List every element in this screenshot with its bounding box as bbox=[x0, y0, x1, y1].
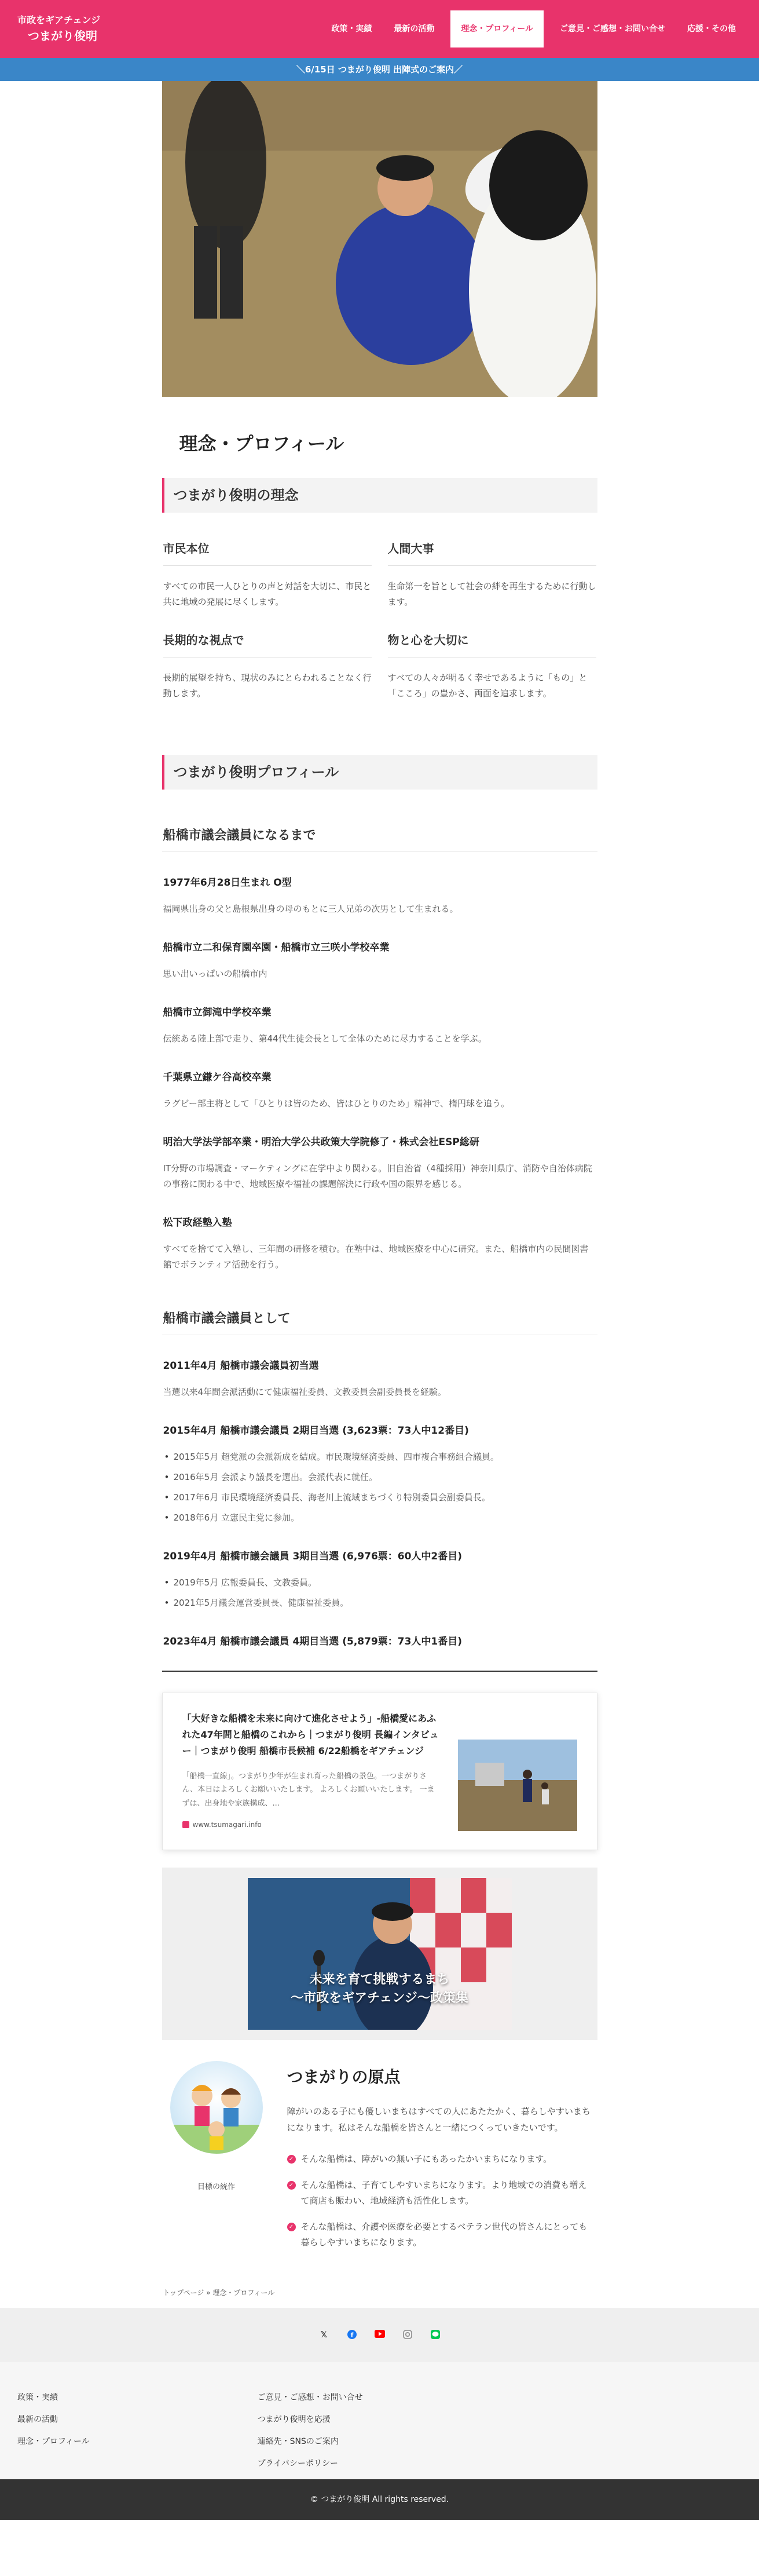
philosophy-heading: つまがり俊明の理念 bbox=[162, 478, 597, 513]
children-illustration bbox=[170, 2061, 263, 2154]
ideal-text: すべての人々が明るく幸せであるように「もの」と「こころ」の豊かさ、両面を追求します。 bbox=[387, 673, 588, 699]
embed-text bbox=[182, 1711, 441, 1831]
term-list-item: • 2016年5月 会派より議長を選出。会派代表に就任。 bbox=[163, 1470, 596, 1485]
global-nav bbox=[325, 10, 742, 47]
breadcrumb bbox=[162, 2288, 597, 2297]
entry-text: すべてを捨てて入塾し、三年間の研修を積む。在塾中は、地域医療を中心に研究。また、船橋市内の民間図書館でボランティア活動を行う。 bbox=[163, 1244, 589, 1270]
term-list-item: • 2019年5月 広報委員長、文教委員。 bbox=[163, 1575, 596, 1591]
profile-entry bbox=[162, 939, 597, 982]
term-list bbox=[163, 1449, 596, 1526]
check-icon: ✓ bbox=[287, 2155, 296, 2164]
ideal-item bbox=[163, 539, 372, 610]
term-list-item: • 2021年5月議会運営委員長、健康福祉委員。 bbox=[163, 1595, 596, 1611]
footer-link[interactable]: つまがり俊明を応援 bbox=[257, 2414, 331, 2424]
ideal-title: 人間大事 bbox=[388, 539, 596, 566]
origin-item-text: そんな船橋は、子育てしやすいまちになります。より地域での消費も増えて商店も賑わい、地域経済も活性化します。 bbox=[300, 2179, 587, 2206]
line-icon[interactable] bbox=[430, 2330, 441, 2340]
ideal-item bbox=[388, 631, 596, 701]
origin-item-text: そんな船橋は、障がいの無い子にもあったかいまちになります。 bbox=[300, 2153, 552, 2164]
site-header bbox=[0, 0, 759, 58]
origin-right bbox=[287, 2061, 597, 2261]
ideal-text: すべての市民一人ひとりの声と対話を大切に、市民と共に地域の発展に尽くします。 bbox=[163, 581, 372, 607]
nav-item-contact[interactable]: ご意見・ご感想・お問い合せ bbox=[560, 24, 665, 34]
favicon-icon bbox=[182, 1821, 189, 1828]
entry-title: 1977年6月28日生まれ O型 bbox=[163, 877, 292, 889]
ideal-title: 市民本位 bbox=[163, 539, 372, 566]
main-content bbox=[162, 81, 597, 2297]
nav-item-activities[interactable]: 最新の活動 bbox=[394, 24, 435, 34]
philosophy-grid bbox=[162, 539, 597, 722]
ideal-title: 長期的な視点で bbox=[163, 631, 372, 657]
footer-link[interactable]: 連絡先・SNSのご案内 bbox=[257, 2436, 339, 2446]
origin-section bbox=[162, 2061, 597, 2261]
check-icon: ✓ bbox=[287, 2181, 296, 2190]
term-title: 2015年4月 船橋市議会議員 2期目当選 (3,623票：73人中12番目) bbox=[163, 1425, 469, 1437]
illustration-caption: 目標の統作 bbox=[197, 2183, 235, 2191]
term-list-item: • 2017年6月 市民環境経済委員長、海老川上流域まちづくり特別委員会副委員長。 bbox=[163, 1490, 596, 1506]
x-icon[interactable]: 𝕏 bbox=[320, 2330, 328, 2340]
svg-text:f: f bbox=[350, 2331, 353, 2339]
term-entry bbox=[162, 1548, 597, 1611]
entry-title: 千葉県立鎌ケ谷高校卒業 bbox=[163, 1072, 272, 1083]
entry-title: 船橋市立御滝中学校卒業 bbox=[163, 1007, 272, 1018]
entry-text: ラグビー部主将として「ひとりは皆のため、皆はひとりのため」精神で、楕円球を追う。 bbox=[163, 1098, 510, 1109]
origin-item-text: そんな船橋は、介護や医療を必要とするベテラン世代の皆さんにとっても暮らしやすいまちになります。 bbox=[300, 2221, 588, 2248]
profile-entry bbox=[162, 1069, 597, 1112]
ideal-text: 生命第一を旨として社会の絆を再生するために行動します。 bbox=[387, 581, 596, 607]
origin-lead: 障がいのある子にも優しいまちはすべての人にあたたかく、暮らしやすいまちになります。私はそんな船橋を皆さんと一緒につくっていきたいです。 bbox=[287, 2106, 591, 2133]
profile-entry bbox=[162, 1004, 597, 1047]
profile-part2-heading: 船橋市議会議員として bbox=[162, 1294, 597, 1335]
entry-title: 明治大学法学部卒業・明治大学公共政策大学院修了・株式会社ESP総研 bbox=[163, 1137, 479, 1148]
hero-photo-illustration bbox=[162, 81, 597, 397]
banner-line-1: 未来を育て挑戦するまち bbox=[309, 1972, 450, 1987]
entry-title: 船橋市立二和保育園卒園・船橋市立三咲小学校卒業 bbox=[163, 942, 390, 953]
footer-link[interactable]: ご意見・ご感想・お問い合せ bbox=[257, 2392, 363, 2402]
breadcrumb-current: 理念・プロフィール bbox=[212, 2288, 275, 2297]
profile-heading: つまがり俊明プロフィール bbox=[162, 755, 597, 790]
ideal-item bbox=[388, 539, 596, 610]
origin-list bbox=[287, 2151, 595, 2250]
embed-title[interactable]: 「大好きな船橋を未来に向けて進化させよう」-船橋愛にあふれた47年間と船橋のこれから｜つまがり俊明 長編インタビュー｜つまがり俊明 船橋市長候補 6/22船橋をギアチェンジ bbox=[182, 1713, 439, 1756]
profile-entry bbox=[162, 1214, 597, 1273]
breadcrumb-separator: » bbox=[206, 2288, 211, 2297]
notice-bar[interactable]: ＼6/15日 つまがり俊明 出陣式のご案内／ bbox=[0, 58, 759, 81]
sns-bar bbox=[0, 2308, 759, 2362]
term-title: 2019年4月 船橋市議会議員 3期目当選 (6,976票：60人中2番目) bbox=[163, 1551, 463, 1562]
interview-embed-card[interactable] bbox=[162, 1693, 597, 1850]
facebook-icon[interactable] bbox=[347, 2330, 357, 2340]
policy-banner-box bbox=[162, 1868, 597, 2040]
footer-link[interactable]: 最新の活動 bbox=[17, 2414, 58, 2424]
origin-list-item bbox=[287, 2177, 595, 2209]
banner-text bbox=[248, 1971, 512, 2008]
footer-col-1 bbox=[17, 2391, 90, 2479]
instagram-icon[interactable] bbox=[402, 2330, 413, 2340]
origin-title: つまがりの原点 bbox=[287, 2067, 401, 2087]
entry-title: 松下政経塾入塾 bbox=[163, 1217, 232, 1229]
hero-photo bbox=[162, 81, 597, 397]
nav-item-support[interactable]: 応援・その他 bbox=[687, 24, 736, 34]
breadcrumb-home-link[interactable]: トップページ bbox=[163, 2288, 204, 2297]
entry-text: IT分野の市場調査・マーケティングに在学中より関わる。旧自治省（4種採用）神奈川県庁、消防や自治体病院の事務に関わる中で、地域医療や福祉の課題解決に行政や国の限界を感じる。 bbox=[163, 1163, 592, 1189]
page-title: 理念・プロフィール bbox=[179, 433, 344, 455]
ideal-text: 長期的展望を持ち、現状のみにとらわれることなく行動します。 bbox=[163, 673, 372, 699]
term-title: 2023年4月 船橋市議会議員 4期目当選 (5,879票：73人中1番目) bbox=[163, 1636, 463, 1647]
profile-entry bbox=[162, 1134, 597, 1192]
profile-entry bbox=[162, 874, 597, 917]
site-footer bbox=[0, 2362, 759, 2520]
term-entry bbox=[162, 1422, 597, 1526]
term-entry bbox=[162, 1357, 597, 1400]
children-illustration-art bbox=[170, 2061, 263, 2154]
footer-nav bbox=[0, 2362, 759, 2479]
entry-text: 思い出いっぱいの船橋市内 bbox=[163, 969, 267, 979]
nav-item-policy[interactable]: 政策・実績 bbox=[331, 24, 372, 34]
term-list-item: • 2018年6月 立憲民主党に参加。 bbox=[163, 1510, 596, 1526]
site-brand[interactable] bbox=[17, 13, 100, 45]
term-text: 当選以来4年間会派活動にて健康福祉委員、文教委員会副委員長を経験。 bbox=[163, 1387, 447, 1397]
policy-banner[interactable] bbox=[248, 1878, 512, 2030]
divider bbox=[162, 1671, 597, 1672]
check-icon: ✓ bbox=[287, 2223, 296, 2231]
term-list-item: • 2015年5月 超党派の会派新成を結成。市民環境経済委員、四市複合事務組合議員。 bbox=[163, 1449, 596, 1465]
term-list bbox=[163, 1575, 596, 1611]
nav-item-profile[interactable]: 理念・プロフィール bbox=[450, 10, 544, 47]
embed-site-url: www.tsumagari.info bbox=[192, 1821, 262, 1829]
profile-part1-heading: 船橋市議会議員になるまで bbox=[162, 810, 597, 852]
origin-left bbox=[168, 2061, 265, 2261]
youtube-icon[interactable] bbox=[375, 2330, 385, 2340]
profile-section bbox=[162, 755, 597, 1672]
term-title: 2011年4月 船橋市議会議員初当選 bbox=[163, 1360, 319, 1372]
copyright: © つまがり俊明 All rights reserved. bbox=[0, 2479, 759, 2520]
ideal-title: 物と心を大切に bbox=[388, 631, 596, 657]
entry-text: 福岡県出身の父と島根県出身の母のもとに三人兄弟の次男として生まれる。 bbox=[163, 904, 459, 914]
embed-description: 「船橋一直線」。つまがり少年が生まれ育った船橋の景色。一つまがりさん、本日はよろしくお願いいたします。 よろしくお願いいたします。 一まずは、出身地や家族構成、... bbox=[182, 1772, 435, 1808]
embed-site bbox=[182, 1821, 441, 1829]
origin-list-item bbox=[287, 2151, 595, 2167]
footer-link[interactable]: 理念・プロフィール bbox=[17, 2436, 90, 2446]
entry-text: 伝統ある陸上部で走り、第44代生徒会長として全体のために尽力することを学ぶ。 bbox=[163, 1033, 487, 1044]
banner-line-2: 〜市政をギアチェンジ〜政策集 bbox=[291, 1991, 468, 2006]
ideal-item bbox=[163, 631, 372, 701]
term-entry bbox=[162, 1633, 597, 1647]
site-tagline: 市政をギアチェンジ bbox=[17, 14, 101, 25]
embed-thumbnail-illustration bbox=[458, 1740, 577, 1831]
site-name: つまがり俊明 bbox=[28, 29, 97, 43]
footer-link[interactable]: 政策・実績 bbox=[17, 2392, 58, 2402]
footer-col-2 bbox=[258, 2391, 363, 2479]
embed-thumbnail[interactable] bbox=[458, 1740, 577, 1831]
footer-link[interactable]: プライバシーポリシー bbox=[257, 2458, 338, 2468]
origin-list-item bbox=[287, 2219, 595, 2250]
